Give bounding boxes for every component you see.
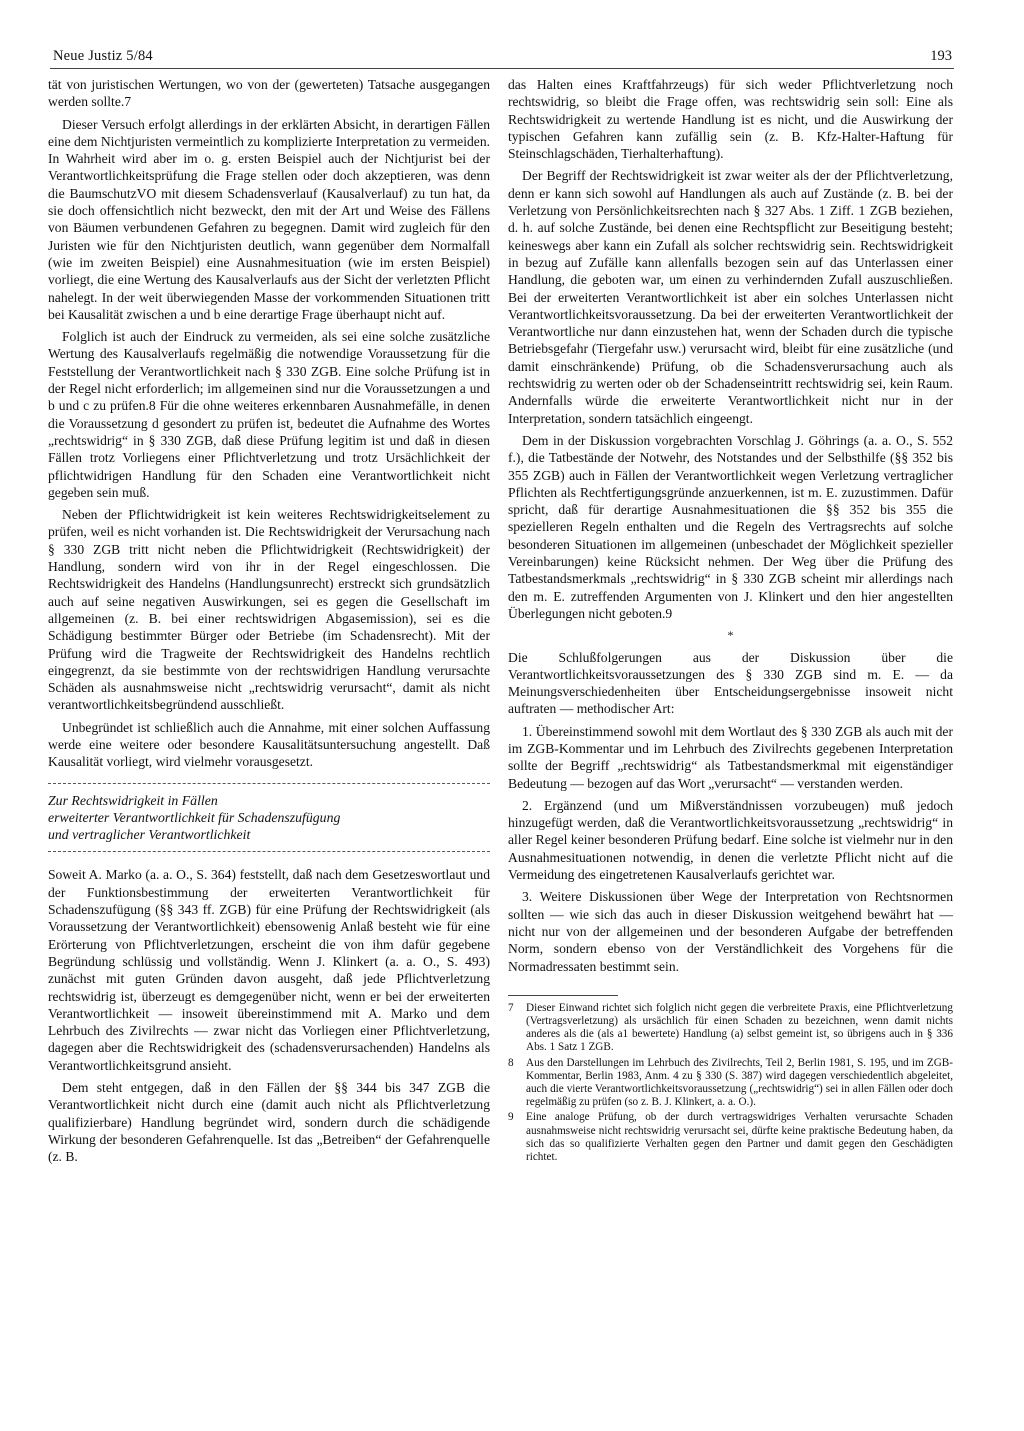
footnotes xyxy=(508,1002,953,1164)
paragraph: Neben der Pflichtwidrigkeit ist kein weiteres Rechtswidrigkeitselement zu prüfen, weil es nicht vorhanden ist. Die Rechtswidrigkeit der Verursachung nach § 330 ZGB tritt nicht neben die Pflichtwidrigkeit (Rechtswidrigkeit) der Handlung, sondern wird von ihr in der Regel eingeschlossen. Die Rechtswidrigkeit des Handelns (Handlungsunrecht) erstreckt sich grundsätzlich auch auf seine negativen Auswirkungen, sei es gegen die Gesellschaft im allgemeinen (z. B. bei einer rechtswidrigen Abgasemission), sei es die Schädigung bestimmter Bürger oder Betriebe (im Schadensrecht). Mit der Prüfung wird die Tragweite der Rechtswidrigkeit des Handelns rechtlich eingegrenzt, da sie bestimmte von der rechtswidrigen Handlung verursachte Schäden als ausnahmsweise nicht „rechtswidrig verursacht“, damit als nicht verantwortlichkeitsbegründend ausschließt. xyxy=(48,507,490,713)
paragraph: Dem in der Diskussion vorgebrachten Vorschlag J. Göhrings (a. a. O., S. 552 f.), die Tatbestände der Notwehr, des Notstandes und der Selbsthilfe (§§ 352 bis 355 ZGB) auch in Fällen der Verantwortlichkeit wegen Verletzung vertraglicher Pflichten als Rechtfertigungsgründe anzuerkennen, ist m. E. zuzustimmen. Dafür spricht, daß für derartige Ausnahmesituationen die §§ 352 bis 355 die spezielleren Regeln enthalten und die Regeln des Vertragsrechts auf solche besonderen Situationen im allgemeinen (unbeschadet der Möglichkeit spezieller Vereinbarungen) keine Rücksicht nehmen. Der Weg über die Prüfung des Tatbestandsmerkmals „rechtswidrig“ in § 330 ZGB scheint mir allerdings nach den m. E. zutreffenden Argumenten von J. Klinkert und den hier angestellten Überlegungen nicht geboten.9 xyxy=(508,432,953,621)
footnote-text: Dieser Einwand richtet sich folglich nicht gegen die verbreitete Praxis, eine Pflichtverletzung (Vertragsverletzung) als ursächlich für einen Schaden zu bezeichnen, wenn damit nichts anderes als die (als a1 bewertete) Handlung (a) selbst gemeint ist, so übrigens auch in § 336 Abs. 1 Satz 1 ZGB. xyxy=(526,1001,953,1054)
right-column xyxy=(508,76,953,1166)
page-number: 193 xyxy=(930,48,952,64)
journal-header: Neue Justiz 5/84 xyxy=(53,48,153,64)
conclusion-item: 3. Weitere Diskussionen über Wege der Interpretation von Rechtsnormen sollten — wie sich das auch in dieser Diskussion weitgehend bewährt hat — nicht nur von der allgemeinen und der besonderen Aufgabe der betreffenden Norm, sondern ebenso von der Verständlichkeit des Vorgehens für die Normadressaten bestimmt sein. xyxy=(508,889,953,974)
header-rule xyxy=(50,68,954,69)
footnote-number: 7 xyxy=(508,1001,514,1014)
paragraph: Der Begriff der Rechtswidrigkeit ist zwar weiter als der der Pflichtverletzung, denn er kann sich sowohl auf Handlungen als auch auf Zustände (z. B. bei der Verletzung von Persönlichkeitsrechten nach § 327 Abs. 1 Ziff. 1 ZGB beziehen, d. h. auf solche Zustände, bei denen eine Rechtspflicht zur Beseitigung besteht; keineswegs aber kann ein Zufall als solcher rechtswidrig sein. Rechtswidrigkeit in bezug auf Zufälle kann allenfalls bezogen sein auf das Unterlassen einer Handlung, die geboten war, um einen zu verhindernden Zufall auszuschließen. Bei der erweiterten Verantwortlichkeit ist aber ein solches Unterlassen nicht Verantwortlichkeitsvoraussetzung. Da bei der erweiterten Verantwortlichkeit der Verantwortliche nur dann einzustehen hat, wenn der Schaden durch die typische Betriebsgefahr (Tiergefahr usw.) verursacht wird, bleibt für eine zusätzliche (und damit einschränkende) Prüfung, ob die Schadensverursachung auch als rechtswidrig zu werten oder ob der Schadenseintritt rechtswidrig sei, kein Raum. Andernfalls würde die erweiterte Verantwortlichkeit nicht nur in der Interpretation, sondern tatsächlich eingeengt. xyxy=(508,168,953,426)
paragraph: Folglich ist auch der Eindruck zu vermeiden, als sei eine solche zusätzliche Wertung des Kausalverlaufs regelmäßig die notwendige Voraussetzung für die Feststellung der Verantwortlichkeit nach § 330 ZGB. Eine solche Prüfung ist in der Regel nicht erforderlich; im allgemeinen sind nur die Voraussetzungen a und b und c zu prüfen.8 Für die ohne weiteres erkennbaren Ausnahmefälle, in denen die Voraussetzung d gesondert zu prüfen ist, bedeutet die Aufnahme des Wortes „rechtswidrig“ in § 330 ZGB, daß diese Prüfung legitim ist und daß in diesen Fällen trotz Vorliegens einer Pflichtverletzung und trotz Ursächlichkeit der pflichtwidrigen Handlung für den Schaden eine Verantwortlichkeit nicht gegeben sein muß. xyxy=(48,329,490,500)
section-heading xyxy=(48,792,490,844)
paragraph: tät von juristischen Wertungen, wo von der (gewerteten) Tatsache ausgegangen werden sollte.7 xyxy=(48,77,490,110)
footnote xyxy=(508,1111,953,1164)
paragraph: Die Schlußfolgerungen aus der Diskussion über die Verantwortlichkeitsvoraussetzungen des § 330 ZGB sind m. E. — da Meinungsverschiedenheiten über Entscheidungsergebnisse insoweit nicht auftraten — methodischer Art: xyxy=(508,649,953,717)
conclusion-item: 1. Übereinstimmend sowohl mit dem Wortlaut des § 330 ZGB als auch mit der im ZGB-Kommentar und im Lehrbuch des Zivilrechts gegebenen Interpretation sollte der Begriff „rechtswidrig“ als Tatbestandsmerkmal mit eigenständiger Bedeutung — bezogen auf das Wort „verursacht“ — verstanden werden. xyxy=(508,723,953,791)
left-column xyxy=(48,76,490,1171)
section-star: * xyxy=(727,628,734,643)
paragraph: Soweit A. Marko (a. a. O., S. 364) feststellt, daß nach dem Gesetzeswortlaut und der Funktionsbestimmung der erweiterten Verantwortlichkeit für Schadenszufügung (§§ 343 ff. ZGB) für eine Prüfung der Rechtswidrigkeit (als Voraussetzung der Verantwortlichkeit) ebensowenig Anlaß besteht wie für eine Erörterung von Pflichtverletzungen, erscheint die von ihm dafür gegebene Begründung schlüssig und vollständig. Wenn J. Klinkert (a. a. O., S. 493) zunächst mit guten Gründen davon ausgeht, daß jede Pflichtverletzung rechtswidrig ist, überzeugt es demgegenüber nicht, wenn er bei der erweiterten Verantwortlichkeit — insoweit übereinstimmend mit A. Marko und dem Lehrbuch des Zivilrechts — zwar nicht das Vorliegen einer Pflichtverletzung, dagegen aber die Rechtswidrigkeit des (schadensverursachenden) Handelns als Verantwortlichkeitsgrund ansieht. xyxy=(48,867,490,1073)
paragraph: Unbegründet ist schließlich auch die Annahme, mit einer solchen Auffassung werde eine weitere oder besondere Kausalitätsuntersuchung angestellt. Daß Kausalität vorliegt, wird vielmehr vorausgesetzt. xyxy=(48,719,490,770)
paragraph: Dieser Versuch erfolgt allerdings in der erklärten Absicht, in derartigen Fällen eine dem Nichtjuristen vermeintlich zu komplizierte Interpretation zu vermeiden. In Wahrheit wird aber im o. g. ersten Beispiel auch der Nichtjurist bei der Verantwortlichkeitsprüfung die Frage stellen oder doch akzeptieren, was denn die BaumschutzVO mit diesem Schadensverlauf (Kausalverlauf) zu tun hat, da sie doch offensichtlich nicht bezweckt, den mit der Art und Weise des Fällens von Bäumen verbundenen Gefahren zu begegnen. Damit wird zugleich für den Juristen wie für den Nichtjuristen deutlich, wann gegenüber dem Normalfall (wie im zweiten Beispiel) eine Ausnahmesituation (wie im ersten Beispiel) vorliegt, die eine Wertung des Kausalverlaufs aus der Sicht der verletzten Pflicht nahelegt. In der weit überwiegenden Masse der vorkommenden Situationen tritt bei Kausalität zwischen a und b eine derartige Frage überhaupt nicht auf. xyxy=(48,116,491,322)
paragraph: das Halten eines Kraftfahrzeugs) für sich weder Pflichtverletzung noch rechtswidrig, so bleibt die Frage offen, was rechtswidrig sein soll: Eine als Rechtswidrigkeit zu wertende Handlung ist es nicht, und die Auswirkung der typischen Gefahren kann zufällig sein (z. B. Kfz-Halter-Haftung für Steinschlagschäden, Tierhalterhaftung). xyxy=(508,77,953,162)
footnote xyxy=(508,1057,953,1110)
footnote-text: Aus den Darstellungen im Lehrbuch des Zivilrechts, Teil 2, Berlin 1981, S. 195, und im ZGB-Kommentar, Berlin 1983, Anm. 4 zu § 330 (S. 387) wird dagegen verschiedentlich abgeleitet, auch die vierte Verantwortlichkeitsvoraussetzung („rechtswidrig“) sei in allen Fällen oder doch regelmäßig zu prüfen (so z. B. J. Klinkert, a. a. O.). xyxy=(526,1056,953,1109)
section-divider xyxy=(48,851,490,852)
section-heading-line: Zur Rechtswidrigkeit in Fällen xyxy=(48,792,218,808)
footnote-number: 8 xyxy=(508,1056,514,1069)
footnote xyxy=(508,1002,953,1055)
footnote-number: 9 xyxy=(508,1111,514,1124)
section-divider xyxy=(48,783,490,784)
conclusion-item: 2. Ergänzend (und um Mißverständnissen vorzubeugen) muß jedoch hinzugefügt werden, daß die Verantwortlichkeitsvoraussetzung „rechtswidrig“ in aller Regel keiner besonderen Prüfung bedarf. Eine solche ist vielmehr nur in den Ausnahmesituationen notwendig, in denen die verletzte Pflicht nicht auf die Vermeidung des eingetretenen Kausalverlaufs gerichtet war. xyxy=(508,797,953,883)
section-heading-line: erweiterter Verantwortlichkeit für Schadenszufügung xyxy=(48,809,341,825)
section-heading-line: und vertraglicher Verantwortlichkeit xyxy=(48,827,251,843)
paragraph: Dem steht entgegen, daß in den Fällen der §§ 344 bis 347 ZGB die Verantwortlichkeit nicht durch eine (damit auch nicht als Pflichtverletzung qualifizierbare) Handlung begründet wird, sondern durch die schädigende Wirkung der besonderen Gefahrenquelle. Ist das „Betreiben“ der Gefahrenquelle (z. B. xyxy=(48,1080,490,1165)
footnote-text: Eine analoge Prüfung, ob der durch vertragswidriges Verhalten verursachte Schaden ausnahmsweise nicht rechtswidrig verursacht sei, dürfte keine praktische Bedeutung haben, da sich das so qualifizierte Verhalten gegen den Partner und damit gegen den Geschädigten richtet. xyxy=(526,1111,953,1164)
footnote-rule xyxy=(508,995,618,996)
